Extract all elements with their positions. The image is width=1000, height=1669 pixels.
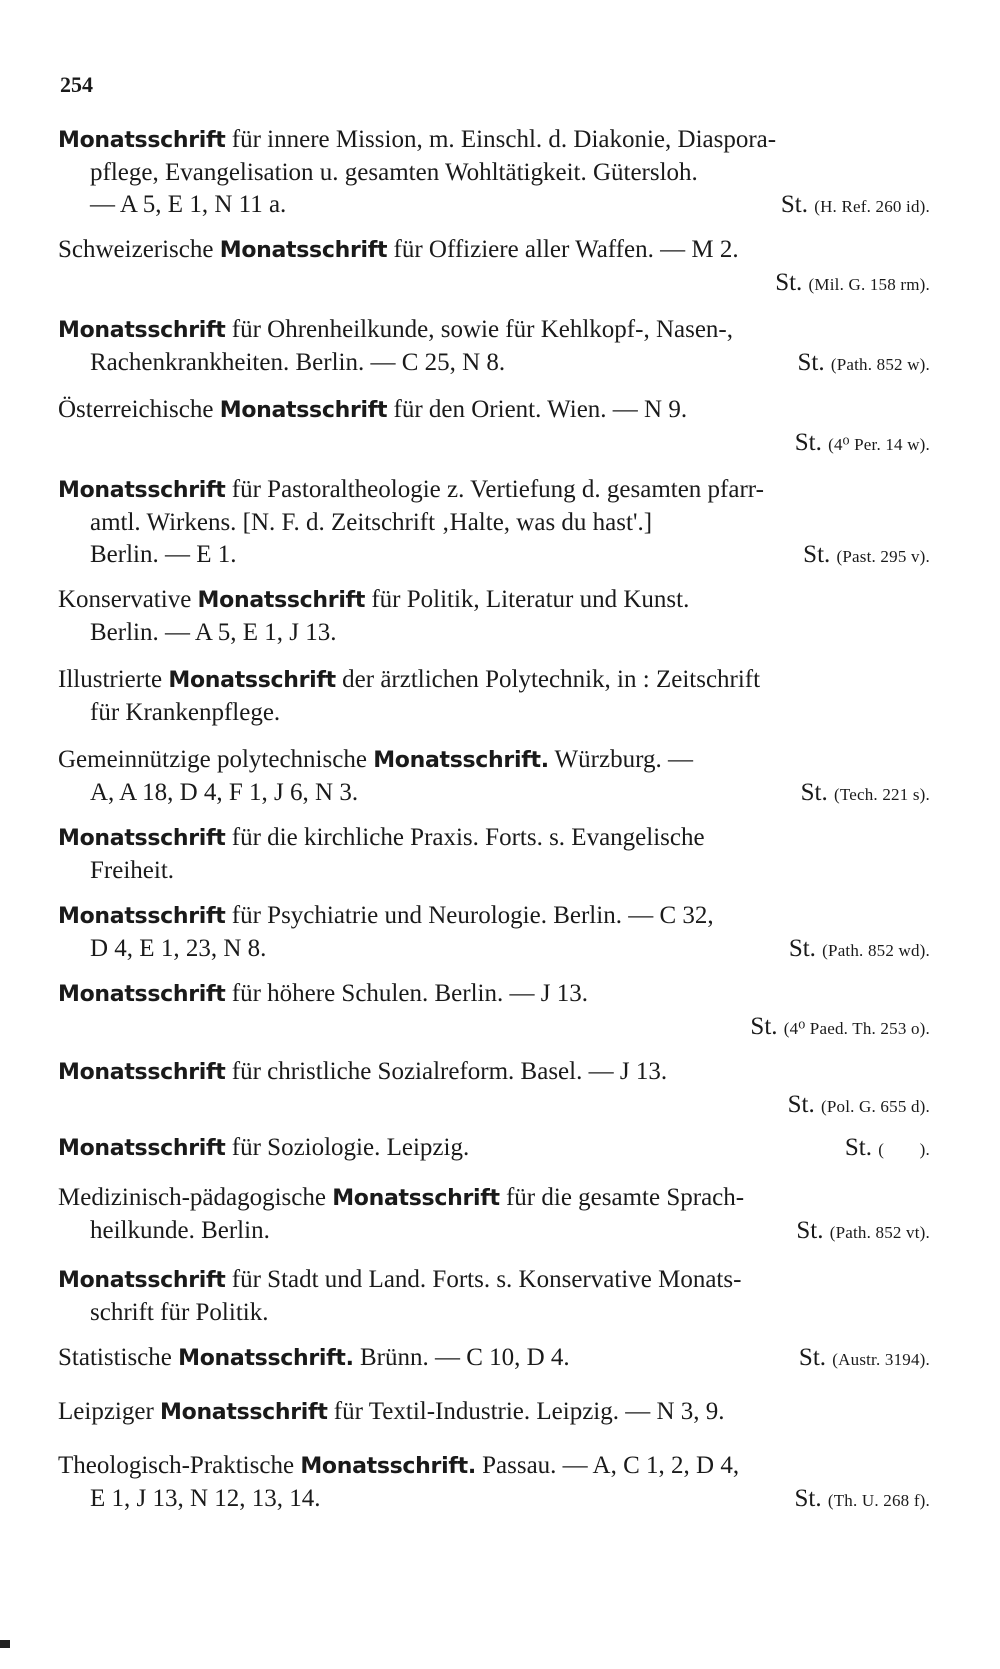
entry-title: Monatsschrift — [58, 1268, 226, 1293]
entry-title: Monatsschrift — [332, 1186, 500, 1211]
shelfmark: St. (Pol. G. 655 d). — [787, 1091, 930, 1118]
entry-prefix: Schweizerische — [58, 236, 220, 263]
entry-text: Rachenkrankheiten. Berlin. — C 25, N 8. — [90, 349, 506, 376]
entry-prefix: Österreichische — [58, 396, 220, 423]
entry-title: Monatsschrift. — [373, 748, 549, 773]
entry-monatsschrift-psychiatrie — [58, 900, 930, 967]
entry-text: für Pastoraltheologie z. Vertiefung d. gesamten pfarr- — [225, 476, 764, 503]
entry-prefix: Statistische — [58, 1344, 179, 1371]
entry-title: Monatsschrift — [58, 982, 226, 1007]
entry-statistische-monatsschrift — [58, 1342, 930, 1376]
entry-medizinisch-paedagogische-monatsschrift — [58, 1182, 930, 1249]
entry-text: für die kirchliche Praxis. Forts. s. Evangelische — [225, 824, 705, 851]
entry-title: Monatsschrift — [58, 1060, 226, 1085]
entry-monatsschrift-kirchliche-praxis — [58, 822, 930, 887]
entry-text: A, A 18, D 4, F 1, J 6, N 3. — [90, 779, 359, 806]
entry-text: für Soziologie. Leipzig. — [225, 1134, 470, 1161]
entry-monatsschrift-innere-mission — [58, 124, 930, 223]
entry-oesterreichische-monatsschrift — [58, 394, 930, 461]
shelfmark: St. ( ). — [844, 1134, 930, 1161]
entry-prefix: Leipziger — [58, 1398, 161, 1425]
shelfmark: St. (Austr. 3194). — [798, 1344, 930, 1371]
entry-title: Monatsschrift — [58, 318, 226, 343]
entry-text: Würzburg. — — [548, 746, 693, 773]
entry-title: Monatsschrift — [219, 398, 388, 423]
entry-text: Passau. — A, C 1, 2, D 4, — [475, 1452, 740, 1479]
shelfmark: St. (Path. 852 vt). — [796, 1217, 930, 1244]
entry-text: für die gesamte Sprach- — [499, 1184, 745, 1211]
entry-title: Monatsschrift — [219, 238, 388, 263]
entry-prefix: Illustrierte — [58, 666, 169, 693]
entry-title: Monatsschrift — [168, 668, 336, 693]
entry-monatsschrift-soziologie — [58, 1132, 930, 1166]
entry-title: Monatsschrift — [58, 904, 226, 929]
entry-illustrierte-monatsschrift — [58, 664, 930, 729]
entry-text: D 4, E 1, 23, N 8. — [90, 935, 267, 962]
entry-text: für Textil-Industrie. Leipzig. — N 3, 9. — [327, 1398, 725, 1425]
entry-text: für Politik, Literatur und Kunst. — [365, 586, 690, 613]
entry-text: Freiheit. — [90, 857, 175, 884]
entry-text: für Offiziere aller Waffen. — M 2. — [387, 236, 739, 263]
entry-text: E 1, J 13, N 12, 13, 14. — [90, 1485, 321, 1512]
entry-text: pflege, Evangelisation u. gesamten Wohltätigkeit. Gütersloh. — [90, 159, 698, 186]
entry-text: für innere Mission, m. Einschl. d. Diakonie, Diaspora- — [225, 126, 777, 153]
entry-schweizerische-monatsschrift — [58, 234, 930, 301]
entry-text: für Krankenpflege. — [90, 699, 281, 726]
shelfmark: St. (Th. U. 268 f). — [794, 1485, 930, 1512]
entry-leipziger-monatsschrift — [58, 1396, 930, 1429]
entry-konservative-monatsschrift — [58, 584, 930, 649]
entry-text: für den Orient. Wien. — N 9. — [387, 396, 688, 423]
entry-text: — A 5, E 1, N 11 a. — [90, 191, 287, 218]
shelfmark: St. (4⁰ Per. 14 w). — [794, 429, 930, 456]
shelfmark: St. (4⁰ Paed. Th. 253 o). — [750, 1013, 930, 1040]
entry-title: Monatsschrift — [58, 1136, 226, 1161]
entry-monatsschrift-ohrenheilkunde — [58, 314, 930, 381]
entry-prefix: Theologisch-Praktische — [58, 1452, 301, 1479]
entry-theologisch-praktische-monatsschrift — [58, 1450, 930, 1517]
entry-text: Berlin. — A 5, E 1, J 13. — [90, 619, 337, 646]
entry-text: heilkunde. Berlin. — [90, 1217, 270, 1244]
entry-prefix: Medizinisch-pädagogische — [58, 1184, 333, 1211]
shelfmark: St. (Tech. 221 s). — [800, 779, 930, 806]
entry-title: Monatsschrift — [58, 478, 226, 503]
shelfmark: St. (H. Ref. 260 id). — [780, 191, 930, 218]
entry-monatsschrift-stadt-und-land — [58, 1264, 930, 1329]
entry-text: für Ohrenheilkunde, sowie für Kehlkopf-, Nasen-, — [225, 316, 733, 343]
entry-monatsschrift-hoehere-schulen — [58, 978, 930, 1045]
entry-text: der ärztlichen Polytechnik, in : Zeitschrift — [335, 666, 761, 693]
entry-text: für christliche Sozialreform. Basel. — J 13. — [225, 1058, 668, 1085]
entry-text: für Stadt und Land. Forts. s. Konservative Monats- — [225, 1266, 742, 1293]
shelfmark: St. (Path. 852 w). — [797, 349, 930, 376]
page-number: 254 — [60, 72, 93, 97]
entry-title: Monatsschrift. — [178, 1346, 354, 1371]
entry-text: schrift für Politik. — [90, 1299, 269, 1326]
entry-prefix: Konservative — [58, 586, 198, 613]
entry-title: Monatsschrift — [58, 128, 226, 153]
entry-prefix: Gemeinnützige polytechnische — [58, 746, 374, 773]
shelfmark: St. (Past. 295 v). — [803, 541, 930, 568]
ink-blot — [0, 1640, 10, 1648]
entry-text: amtl. Wirkens. [N. F. d. Zeitschrift ‚Halte, was du hast'.] — [90, 509, 653, 536]
entry-title: Monatsschrift — [160, 1400, 328, 1425]
entry-text: Brünn. — C 10, D 4. — [353, 1344, 570, 1371]
entry-title: Monatsschrift — [58, 826, 226, 851]
entry-text: für Psychiatrie und Neurologie. Berlin. — C 32, — [225, 902, 714, 929]
entry-title: Monatsschrift. — [300, 1454, 476, 1479]
entry-text: für höhere Schulen. Berlin. — J 13. — [225, 980, 588, 1007]
entry-monatsschrift-pastoraltheologie — [58, 474, 930, 573]
entry-title: Monatsschrift — [197, 588, 366, 613]
entry-text: Berlin. — E 1. — [90, 541, 237, 568]
entry-gemeinnuetzige-monatsschrift — [58, 744, 930, 811]
shelfmark: St. (Path. 852 wd). — [788, 935, 930, 962]
entry-monatsschrift-sozialreform — [58, 1056, 930, 1123]
shelfmark: St. (Mil. G. 158 rm). — [775, 269, 930, 296]
